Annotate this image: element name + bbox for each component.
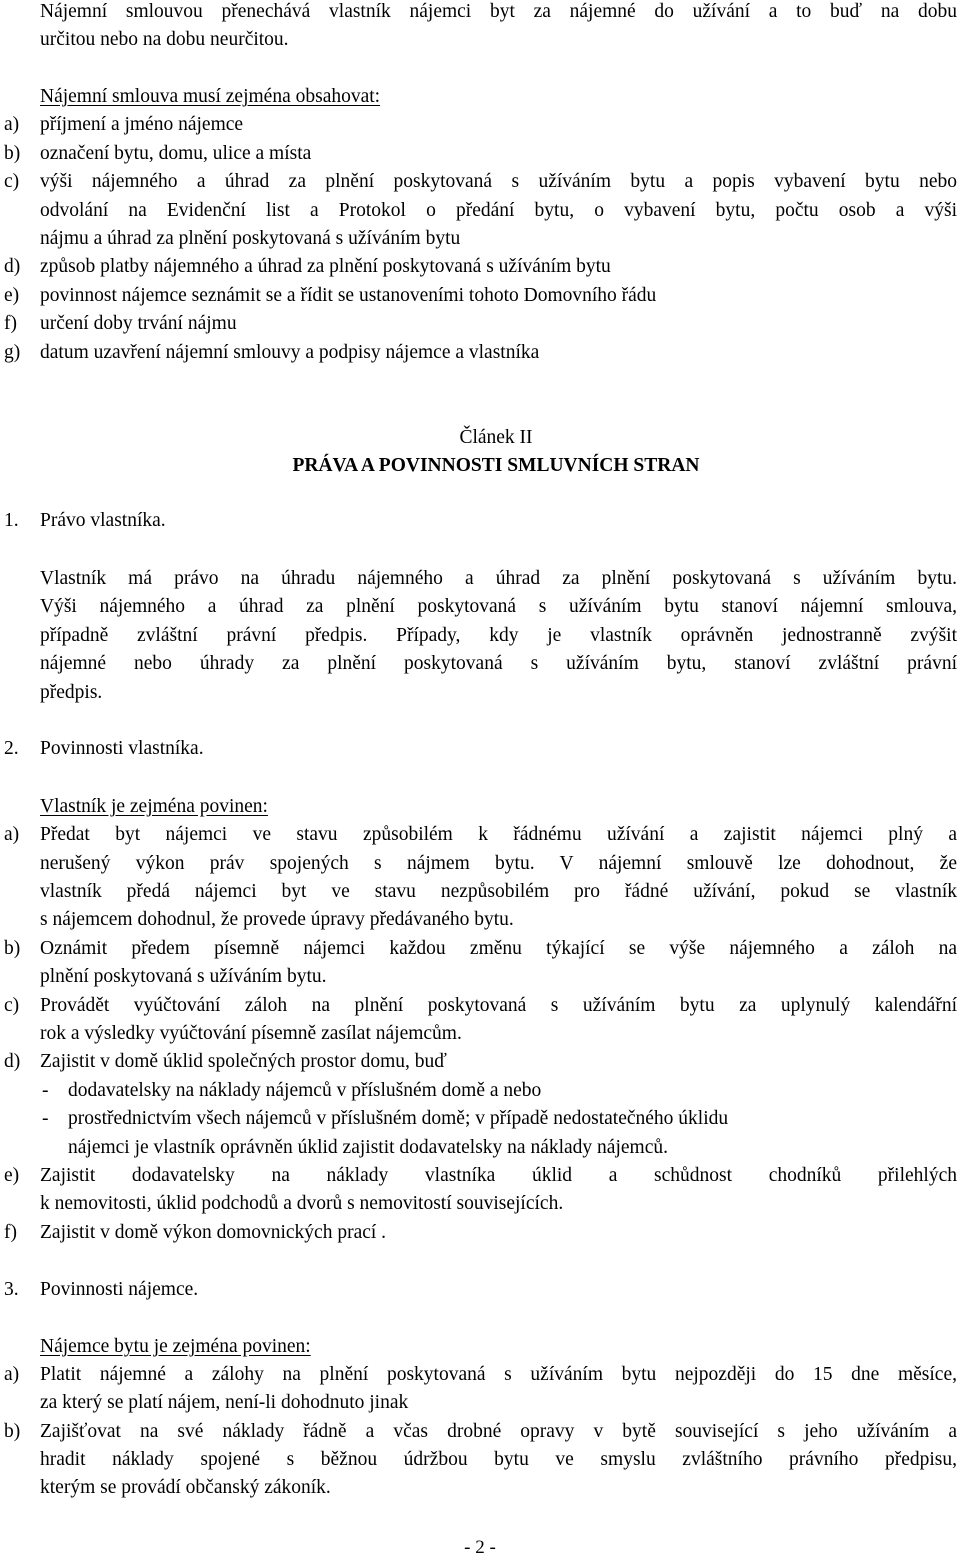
list-item: b) Oznámit předem písemně nájemci každou změnu týkající se výše nájemného a záloh na xyxy=(4,938,957,959)
paragraph-line: Vlastník má právo na úhradu nájemného a úhrad za plnění poskytovaná s užíváním bytu. xyxy=(40,568,957,589)
section-lead: Nájemce bytu je zejména povinen: xyxy=(40,1336,311,1357)
list-item-continuation: plnění poskytovaná s užíváním bytu. xyxy=(40,966,327,987)
section-lead: Vlastník je zejména povinen: xyxy=(40,796,268,817)
paragraph-line: Výši nájemného a úhrad za plnění poskytovaná s užíváním bytu stanoví nájemní smlouva, xyxy=(40,596,957,617)
list-item-continuation: hradit náklady spojené s běžnou údržbou bytu ve smyslu zvláštního právního předpisu, xyxy=(40,1449,957,1470)
list-item: c) Provádět vyúčtování záloh na plnění poskytovaná s užíváním bytu za uplynulý kalendářní xyxy=(4,995,957,1016)
paragraph-line: nájemné nebo úhrady za plnění poskytovaná s užíváním bytu, stanoví zvláštní právní xyxy=(40,653,957,674)
list-item: d) způsob platby nájemného a úhrad za plnění poskytovaná s užíváním bytu xyxy=(4,256,611,277)
contents-heading: Nájemní smlouva musí zejména obsahovat: xyxy=(40,86,381,107)
list-item-continuation: nerušený výkon práv spojených s nájmem bytu. V nájemní smlouvě lze dohodnout, že xyxy=(40,853,957,874)
sub-list-item: - dodavatelsky na náklady nájemců v příslušném domě a nebo xyxy=(42,1080,542,1101)
paragraph-line: případně zvláštní právní předpis. Případy, kdy je vlastník oprávněn jednostranně zvýšit xyxy=(40,625,957,646)
list-item: f) určení doby trvání nájmu xyxy=(4,313,237,334)
section-heading: 1. Právo vlastníka. xyxy=(4,510,166,531)
article-number: Článek II xyxy=(459,427,533,448)
section-heading: 2. Povinnosti vlastníka. xyxy=(4,738,204,759)
list-item: f) Zajistit v domě výkon domovnických prací . xyxy=(4,1222,387,1243)
list-item-continuation: za který se platí nájem, není-li dohodnuto jinak xyxy=(40,1392,409,1413)
article-title: PRÁVA A POVINNOSTI SMLUVNÍCH STRAN xyxy=(292,455,700,476)
list-item-continuation: odvolání na Evidenční list a Protokol o předání bytu, o vybavení bytu, počtu osob a výši xyxy=(40,200,957,221)
page-number: - 2 - xyxy=(464,1537,496,1558)
list-item-continuation: nájmu a úhrad za plnění poskytovaná s užíváním bytu xyxy=(40,228,461,249)
list-item: e) povinnost nájemce seznámit se a řídit se ustanoveními tohoto Domovního řádu xyxy=(4,285,657,306)
list-item: a) příjmení a jméno nájemce xyxy=(4,114,244,135)
list-item: g) datum uzavření nájemní smlouvy a podpisy nájemce a vlastníka xyxy=(4,342,540,363)
list-item: c) výši nájemného a úhrad za plnění poskytovaná s užíváním bytu a popis vybavení bytu nebo xyxy=(4,171,957,192)
sub-list-continuation: nájemci je vlastník oprávněn úklid zajistit dodavatelsky na náklady nájemců. xyxy=(68,1137,668,1158)
intro-line: Nájemní smlouvou přenechává vlastník nájemci byt za nájemné do užívání a to buď na dobu xyxy=(40,1,957,22)
list-item-continuation: s nájemcem dohodnul, že provede úpravy předávaného bytu. xyxy=(40,909,514,930)
list-item-continuation: rok a výsledky vyúčtování písemně zasílat nájemcům. xyxy=(40,1023,462,1044)
list-item: a) Platit nájemné a zálohy na plnění poskytovaná s užíváním bytu nejpozději do 15 dne měsíce, xyxy=(4,1364,957,1385)
paragraph-line: předpis. xyxy=(40,682,103,703)
list-item-continuation: kterým se provádí občanský zákoník. xyxy=(40,1477,331,1498)
list-item-continuation: k nemovitosti, úklid podchodů a dvorů s nemovitostí souvisejících. xyxy=(40,1193,564,1214)
list-item: d) Zajistit v domě úklid společných prostor domu, buď xyxy=(4,1051,447,1072)
sub-list-item: - prostřednictvím všech nájemců v příslušném domě; v případě nedostatečného úklidu xyxy=(42,1108,729,1129)
list-item: b) Zajišťovat na své náklady řádně a včas drobné opravy v bytě související s jeho užíváním a xyxy=(4,1421,957,1442)
list-item: b) označení bytu, domu, ulice a místa xyxy=(4,143,312,164)
list-item: e) Zajistit dodavatelsky na náklady vlastníka úklid a schůdnost chodníků přilehlých xyxy=(4,1165,957,1186)
intro-line: určitou nebo na dobu neurčitou. xyxy=(40,29,289,50)
list-item-continuation: vlastník předá nájemci byt ve stavu nezpůsobilém pro řádné užívání, pokud se vlastník xyxy=(40,881,957,902)
list-item: a) Předat byt nájemci ve stavu způsobilém k řádnému užívání a zajistit nájemci plný a xyxy=(4,824,957,845)
section-heading: 3. Povinnosti nájemce. xyxy=(4,1279,199,1300)
